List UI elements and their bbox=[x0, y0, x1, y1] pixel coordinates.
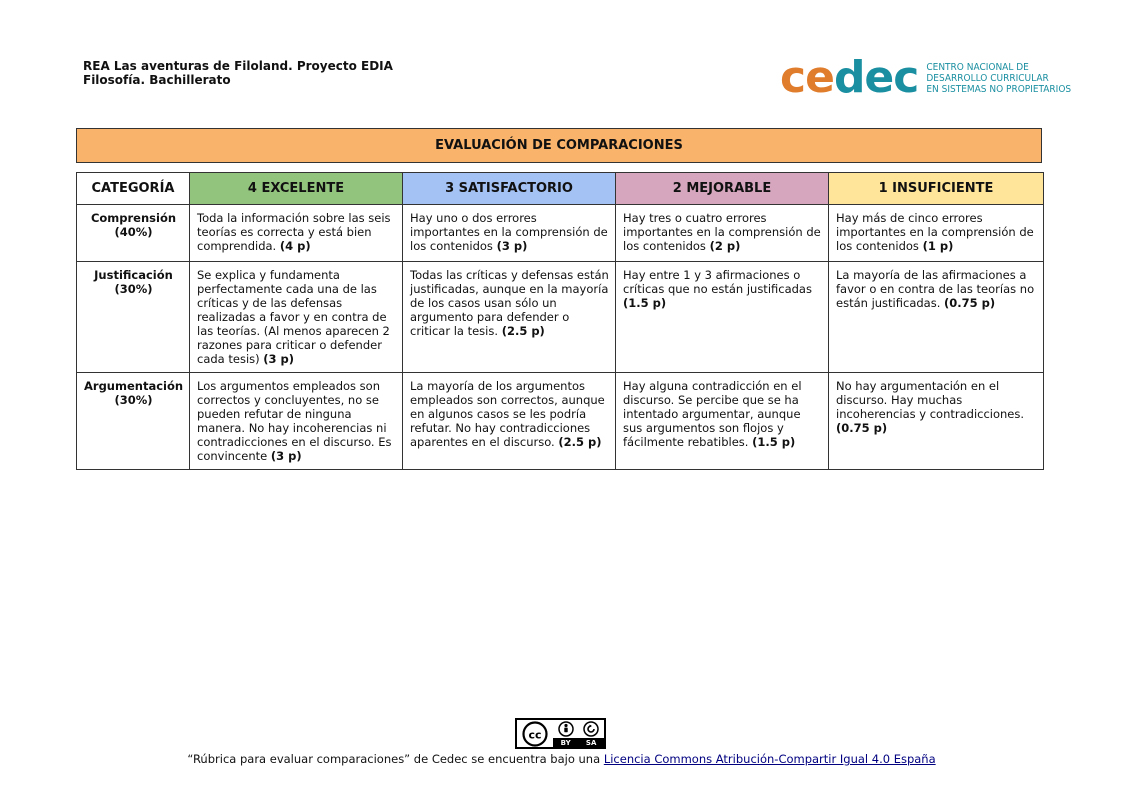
rubric-table bbox=[76, 172, 1044, 470]
header-satisfactorio: 3 SATISFACTORIO bbox=[403, 173, 616, 205]
header-insuficiente: 1 INSUFICIENTE bbox=[829, 173, 1044, 205]
cedec-logo-word: cedec bbox=[780, 52, 919, 103]
header-subject: Filosofía. Bachillerato bbox=[83, 73, 231, 87]
document-header bbox=[83, 59, 393, 87]
header-project-title: REA Las aventuras de Filoland. Proyecto EDIA bbox=[83, 59, 393, 73]
cc-logo-icon bbox=[517, 720, 553, 747]
cc-sa-label: SA bbox=[585, 738, 597, 747]
criterion-cell: La mayoría de las afirmaciones a favor o en contra de las teorías no están justificadas. (0.75 p) bbox=[829, 262, 1044, 373]
svg-text:cc: cc bbox=[528, 728, 542, 741]
criterion-cell: Se explica y fundamenta perfectamente cada una de las críticas y de las defensas realizadas a favor y en contra de las teorías. (Al menos aparecen 2 razones para criticar o defender cada tesis) (3 p) bbox=[190, 262, 403, 373]
license-text: “Rúbrica para evaluar comparaciones” de Cedec se encuentra bajo una bbox=[187, 752, 604, 766]
category-cell: Argumentación (30%) bbox=[77, 373, 190, 470]
cc-by-label: BY bbox=[560, 738, 571, 747]
table-row bbox=[77, 373, 1044, 470]
table-row bbox=[77, 262, 1044, 373]
license-link[interactable]: Licencia Commons Atribución-Compartir Igual 4.0 España bbox=[603, 752, 936, 766]
category-cell: Comprensión (40%) bbox=[77, 205, 190, 262]
criterion-cell: Los argumentos empleados son correctos y concluyentes, no se pueden refutar de ninguna manera. No hay incoherencias ni contradicciones en el discurso. Es convincente (3 p) bbox=[190, 373, 403, 470]
criterion-cell: La mayoría de los argumentos empleados son correctos, aunque en algunos casos se les podría refutar. No hay contradicciones aparentes en el discurso. (2.5 p) bbox=[403, 373, 616, 470]
table-row bbox=[77, 205, 1044, 262]
rubric-title: EVALUACIÓN DE COMPARACIONES bbox=[76, 128, 1042, 163]
criterion-cell: No hay argumentación en el discurso. Hay muchas incoherencias y contradicciones. (0.75 p) bbox=[829, 373, 1044, 470]
cedec-logo-subtitle: CENTRO NACIONAL DE DESARROLLO CURRICULAR EN SISTEMAS NO PROPIETARIOS bbox=[926, 61, 1072, 95]
criterion-cell: Hay alguna contradicción en el discurso. Se percibe que se ha intentado argumentar, aunque sus argumentos son flojos y fácilmente rebatibles. (1.5 p) bbox=[616, 373, 829, 470]
attribution-icon bbox=[558, 721, 574, 737]
criterion-cell: Hay más de cinco errores importantes en la comprensión de los contenidos (1 p) bbox=[829, 205, 1044, 262]
cc-license-badge[interactable] bbox=[515, 718, 606, 749]
header-excelente: 4 EXCELENTE bbox=[190, 173, 403, 205]
category-cell: Justificación (30%) bbox=[77, 262, 190, 373]
header-category: CATEGORÍA bbox=[77, 173, 190, 205]
criterion-cell: Hay uno o dos errores importantes en la comprensión de los contenidos (3 p) bbox=[403, 205, 616, 262]
criterion-cell: Hay tres o cuatro errores importantes en la comprensión de los contenidos (2 p) bbox=[616, 205, 829, 262]
header-row bbox=[77, 173, 1044, 205]
criterion-cell: Toda la información sobre las seis teorías es correcta y está bien comprendida. (4 p) bbox=[190, 205, 403, 262]
criterion-cell: Todas las críticas y defensas están justificadas, aunque en la mayoría de los casos usan sólo un argumento para defender o criticar la tesis. (2.5 p) bbox=[403, 262, 616, 373]
header-mejorable: 2 MEJORABLE bbox=[616, 173, 829, 205]
criterion-cell: Hay entre 1 y 3 afirmaciones o críticas que no están justificadas (1.5 p) bbox=[616, 262, 829, 373]
license-footer bbox=[0, 752, 1123, 766]
cedec-logo bbox=[780, 52, 1072, 103]
share-alike-icon bbox=[583, 721, 599, 737]
